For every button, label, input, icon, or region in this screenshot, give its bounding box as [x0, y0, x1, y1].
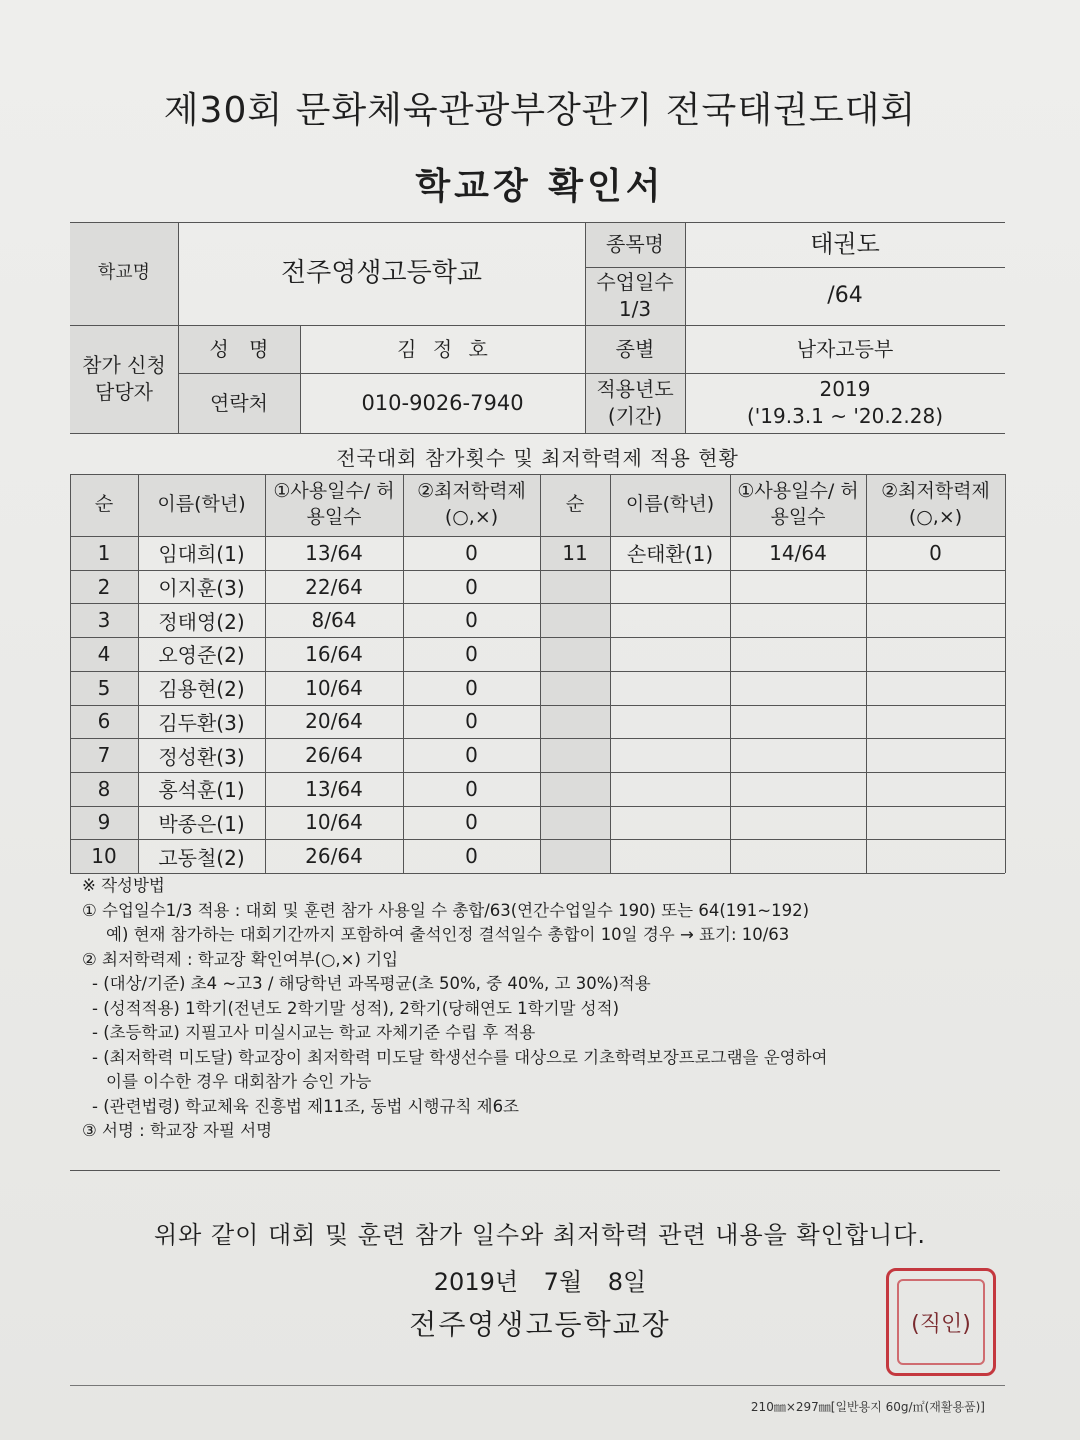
applicant-label: 참가 신청 담당자 [82, 353, 166, 404]
table-cell-days: 10/64 [305, 810, 363, 835]
name-value: 김 정 호 [397, 336, 488, 361]
note-line: ② 최저학력제 : 학교장 확인여부(○,×) 기입 [82, 949, 399, 969]
table-header-cell: ②최저학력제 (○,×) [417, 480, 526, 528]
table-cell-no: 11 [562, 540, 588, 565]
document-title: 제30회 문화체육관광부장관기 전국태권도대회 [163, 90, 917, 131]
class-days-label: 수업일수 1/3 [596, 270, 674, 321]
table-cell-grade: 0 [465, 675, 478, 700]
table-cell-grade: 0 [465, 709, 478, 734]
table-cell-no: 3 [97, 608, 111, 633]
event-value: 태권도 [810, 230, 880, 259]
official-seal [886, 1268, 996, 1376]
class-days-value: /64 [827, 283, 863, 309]
table-cell-grade: 0 [465, 641, 478, 666]
document-subtitle: 학교장 확인서 [415, 166, 665, 207]
event-label: 종목명 [606, 232, 664, 256]
note-line: 이를 이수한 경우 대회참가 승인 가능 [106, 1072, 372, 1091]
table-header-cell: ②최저학력제 (○,×) [881, 480, 990, 528]
table-cell-no: 7 [97, 743, 111, 768]
table-cell-name: 정성환(3) [158, 744, 245, 769]
name-label: 성 명 [209, 336, 269, 361]
table-cell-days: 10/64 [305, 675, 363, 700]
note-line: - (초등학교) 지필고사 미실시교는 학교 자체기준 수립 후 적용 [92, 1023, 536, 1042]
table-cell-no: 5 [97, 675, 111, 700]
year-value: 2019 [819, 377, 871, 401]
note-line: 예) 현재 참가하는 대회기간까지 포함하여 출석인정 결석일수 총합이 10일 경우 → 표기: 10/63 [106, 925, 790, 944]
school-name-value: 전주영생고등학교 [281, 257, 482, 288]
table-header-cell: ①사용일수/ 허용일수 [273, 480, 395, 528]
note-line: ※ 작성방법 [82, 876, 165, 895]
table-cell-days: 13/64 [305, 540, 363, 565]
table-cell-name: 고동철(2) [158, 845, 245, 870]
category-value: 남자고등부 [796, 336, 894, 361]
table-cell-name: 임대희(1) [158, 542, 245, 567]
issue-date: 2019년 7월 8일 [433, 1268, 647, 1296]
table-cell-name: 김용현(2) [158, 677, 245, 702]
note-line: ① 수업일수1/3 적용 : 대회 및 훈련 참가 사용일 수 총합/63(연간수업일수 190) 또는 64(191~192) [82, 900, 810, 920]
table-cell-no: 1 [97, 540, 111, 565]
table-cell-grade: 0 [465, 540, 478, 565]
table-cell-grade: 0 [465, 810, 478, 835]
table-cell-grade: 0 [465, 608, 478, 633]
table-cell-no: 8 [97, 776, 111, 801]
table-cell-no: 4 [97, 641, 111, 666]
table-cell-no: 2 [97, 574, 111, 599]
table-cell-days: 16/64 [305, 641, 363, 666]
confirmation-statement: 위와 같이 대회 및 훈련 참가 일수와 최저학력 관련 내용을 확인합니다. [153, 1221, 927, 1249]
note-line: - (관련법령) 학교체육 진흥법 제11조, 동법 시행규칙 제6조 [92, 1096, 519, 1116]
table-header-cell: 순 [94, 493, 114, 516]
table-header-cell: 순 [565, 493, 585, 516]
table-cell-grade: 0 [465, 844, 478, 869]
table-cell-days: 22/64 [305, 574, 363, 599]
school-name-label: 학교명 [97, 262, 151, 284]
note-line: - (최저학력 미도달) 학교장이 최저학력 미도달 학생선수를 대상으로 기초학력보장프로그램을 운영하여 [92, 1047, 828, 1067]
section-title: 전국대회 참가횟수 및 최저학력제 적용 현황 [336, 445, 739, 470]
table-cell-days: 26/64 [305, 844, 363, 869]
instructions [82, 874, 1012, 1144]
table-header-cell: 이름(학년) [625, 493, 715, 516]
table-cell-name: 이지훈(3) [158, 576, 245, 601]
table-cell-name: 홍석훈(1) [158, 778, 245, 803]
table-cell-days: 8/64 [311, 608, 357, 633]
table-cell-name: 김두환(3) [158, 710, 245, 735]
table-header-cell: 이름(학년) [157, 493, 246, 516]
category-label: 종별 [615, 336, 655, 361]
table-cell-grade: 0 [465, 743, 478, 768]
table-cell-grade: 0 [465, 776, 478, 801]
principal-signature: 전주영생고등학교장 [409, 1308, 671, 1341]
table-cell-no: 9 [97, 810, 111, 835]
year-value-cell [685, 373, 1005, 433]
table-cell-no: 10 [91, 844, 117, 869]
note-line: - (성적적용) 1학기(전년도 2학기말 성적), 2학기(당해연도 1학기말 성적) [92, 998, 620, 1018]
table-cell-days: 26/64 [305, 743, 363, 768]
note-line: - (대상/기준) 초4 ~고3 / 해당학년 과목평균(초 50%, 중 40%, 고 30%)적용 [92, 974, 651, 993]
table-cell-name: 손태환(1) [626, 542, 714, 567]
table-cell-days: 13/64 [305, 776, 363, 801]
table-cell-name: 오영준(2) [158, 643, 245, 668]
table-cell-no: 6 [97, 709, 111, 734]
year-label: 적용년도 (기간) [596, 377, 674, 428]
note-line: ③ 서명 : 학교장 자필 서명 [82, 1121, 273, 1140]
table-cell-grade: 0 [465, 574, 478, 599]
contact-value: 010-9026-7940 [361, 390, 524, 415]
seal-text: (직인) [911, 1311, 971, 1337]
contact-label: 연락처 [210, 390, 268, 415]
table-cell-days: 14/64 [769, 540, 827, 565]
year-period: ('19.3.1 ~ '20.2.28) [746, 404, 944, 428]
table-cell-grade: 0 [929, 540, 942, 565]
paper-spec-footer: 210㎜×297㎜[일반용지 60g/㎡(재활용품)] [750, 1400, 985, 1414]
table-cell-days: 20/64 [305, 709, 363, 734]
table-header-cell: ①사용일수/ 허용일수 [737, 480, 859, 528]
table-cell-name: 정태영(2) [158, 609, 245, 634]
table-cell-name: 박종은(1) [158, 811, 245, 836]
